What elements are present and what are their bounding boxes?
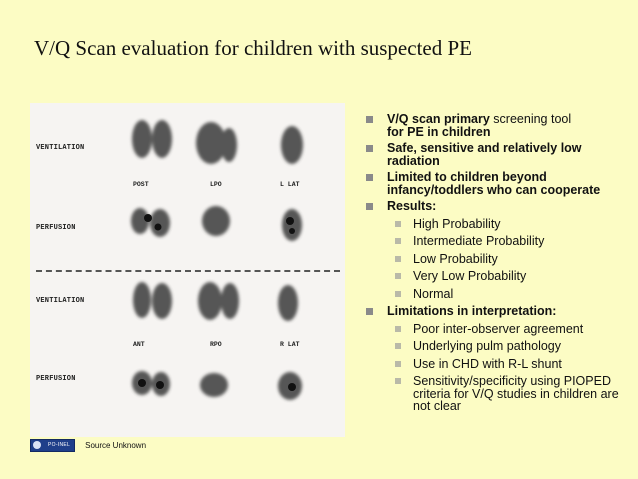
bullet-bold-text: Safe, sensitive and relatively low radiation bbox=[387, 141, 582, 168]
sub-bullet-item bbox=[363, 323, 628, 336]
bullet-bold-text: for PE in children bbox=[387, 124, 491, 139]
logo-badge-icon bbox=[33, 441, 41, 449]
bullet-list bbox=[363, 113, 628, 418]
sub-bullet-item bbox=[363, 235, 628, 248]
result-text: Very Low Probability bbox=[413, 269, 527, 283]
scan-row-label: VENTILATION bbox=[36, 144, 85, 152]
source-text: Source Unknown bbox=[85, 440, 147, 450]
bullet-bold-text: V/Q scan primary bbox=[387, 112, 490, 126]
sub-bullet-item bbox=[363, 270, 628, 283]
square-sub-bullet-icon bbox=[395, 273, 401, 279]
sub-bullet-item bbox=[363, 358, 628, 371]
scan-row-label: VENTILATION bbox=[36, 297, 85, 305]
bullet-item bbox=[363, 113, 628, 138]
square-bullet-icon bbox=[366, 116, 373, 123]
result-text: Low Probability bbox=[413, 251, 498, 266]
bullet-bold-text: Limitations in interpretation: bbox=[387, 304, 557, 318]
limitation-text: Underlying pulm pathology bbox=[413, 339, 562, 353]
scan-divider bbox=[36, 270, 340, 272]
slide-title: V/Q Scan evaluation for children with suspected PE bbox=[34, 36, 472, 60]
square-sub-bullet-icon bbox=[395, 343, 401, 349]
square-sub-bullet-icon bbox=[395, 238, 401, 244]
source-footer bbox=[30, 439, 146, 451]
scan-row-label: PERFUSION bbox=[36, 224, 76, 232]
bullet-item bbox=[363, 171, 628, 196]
bullet-bold-text: Results: bbox=[387, 199, 437, 213]
square-sub-bullet-icon bbox=[395, 221, 401, 227]
scan-view-label: POST bbox=[133, 181, 149, 188]
square-sub-bullet-icon bbox=[395, 291, 401, 297]
square-bullet-icon bbox=[366, 145, 373, 152]
scan-row-label: PERFUSION bbox=[36, 375, 76, 383]
vq-scan-image bbox=[30, 103, 345, 437]
result-text: High Probability bbox=[413, 216, 501, 231]
bullet-item bbox=[363, 305, 628, 318]
bullet-item bbox=[363, 200, 628, 213]
sub-bullet-item bbox=[363, 253, 628, 266]
square-sub-bullet-icon bbox=[395, 256, 401, 262]
sub-bullet-item bbox=[363, 340, 628, 353]
source-logo bbox=[30, 439, 75, 452]
square-bullet-icon bbox=[366, 203, 373, 210]
bullet-bold-text: Limited to children beyond infancy/toddlers who can cooperate bbox=[387, 170, 601, 197]
square-sub-bullet-icon bbox=[395, 378, 401, 384]
square-bullet-icon bbox=[366, 308, 373, 315]
sub-bullet-item bbox=[363, 218, 628, 231]
bullet-text: screening tool bbox=[489, 112, 572, 126]
result-text: Intermediate Probability bbox=[413, 234, 545, 248]
limitation-text: Poor inter-observer agreement bbox=[413, 321, 584, 336]
limitation-text: Use in CHD with R-L shunt bbox=[413, 356, 562, 371]
bullet-item bbox=[363, 142, 628, 167]
sub-bullet-item bbox=[363, 375, 628, 413]
limitation-text: Sensitivity/specificity using PIOPED criteria for V/Q studies in children are not clear bbox=[413, 374, 619, 413]
square-bullet-icon bbox=[366, 174, 373, 181]
logo-text: PO-INEL bbox=[48, 442, 71, 448]
sub-bullet-item bbox=[363, 288, 628, 301]
result-text: Normal bbox=[413, 286, 454, 301]
scan-view-label: ANT bbox=[133, 341, 145, 348]
square-sub-bullet-icon bbox=[395, 361, 401, 367]
square-sub-bullet-icon bbox=[395, 326, 401, 332]
scan-view-label: L LAT bbox=[280, 181, 300, 188]
scan-view-label: RPO bbox=[210, 341, 222, 348]
scan-view-label: R LAT bbox=[280, 341, 300, 348]
scan-view-label: LPO bbox=[210, 181, 222, 188]
